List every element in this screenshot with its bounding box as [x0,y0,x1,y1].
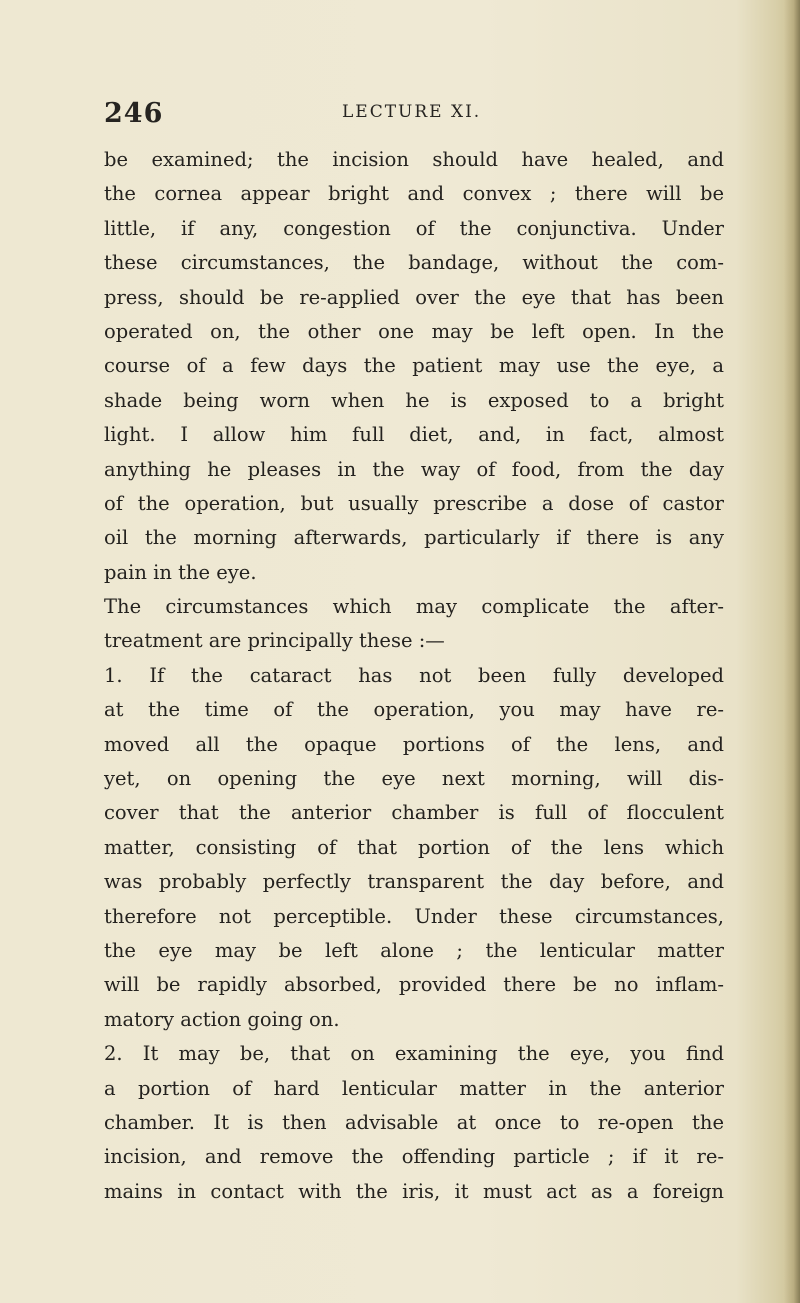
text-line: 2. It may be, that on examining the eye, you find [104,1042,724,1066]
body-text [104,143,724,1209]
text-line: incision, and remove the offending particle ; if it re- [104,1145,724,1169]
running-head: LECTURE XI. [342,102,482,122]
text-line: The circumstances which may complicate the after- [104,595,724,619]
text-line: a portion of hard lenticular matter in the anterior [104,1076,724,1100]
text-line: at the time of the operation, you may have re- [104,698,724,722]
page-edge-shadow [784,0,800,1303]
text-line: cover that the anterior chamber is full of flocculent [104,801,724,825]
text-line: therefore not perceptible. Under these circumstances, [104,904,724,928]
text-line: yet, on opening the eye next morning, will dis- [104,767,724,791]
text-line: oil the morning afterwards, particularly if there is any [104,526,724,550]
text-line: will be rapidly absorbed, provided there be no inflam- [104,973,724,997]
text-line: matter, consisting of that portion of the lens which [104,835,724,859]
text-line: of the operation, but usually prescribe a dose of castor [104,491,724,515]
text-line: the cornea appear bright and convex ; there will be [104,182,724,206]
text-line: little, if any, congestion of the conjunctiva. Under [104,216,724,240]
text-line: matory action going on. [104,1007,340,1031]
text-line: operated on, the other one may be left open. In the [104,319,724,343]
page-number: 246 [104,98,164,129]
text-line: light. I allow him full diet, and, in fact, almost [104,423,724,447]
text-line: be examined; the incision should have healed, and [104,148,724,171]
text-line: moved all the opaque portions of the lens, and [104,732,724,756]
text-line: chamber. It is then advisable at once to re-open the [104,1110,724,1134]
text-line: anything he pleases in the way of food, from the day [104,457,724,481]
text-line: course of a few days the patient may use the eye, a [104,354,724,378]
text-line: was probably perfectly transparent the day before, and [104,870,724,894]
text-line: these circumstances, the bandage, without the com- [104,251,724,275]
text-line: mains in contact with the iris, it must act as a foreign [104,1179,724,1203]
text-line: pain in the eye. [104,560,257,584]
text-line: 1. If the cataract has not been fully developed [104,663,724,687]
text-line: shade being worn when he is exposed to a bright [104,388,724,412]
text-line: press, should be re-applied over the eye that has been [104,285,724,309]
text-line: treatment are principally these :— [104,629,445,653]
page-header [104,98,704,132]
text-line: the eye may be left alone ; the lenticular matter [104,938,724,962]
